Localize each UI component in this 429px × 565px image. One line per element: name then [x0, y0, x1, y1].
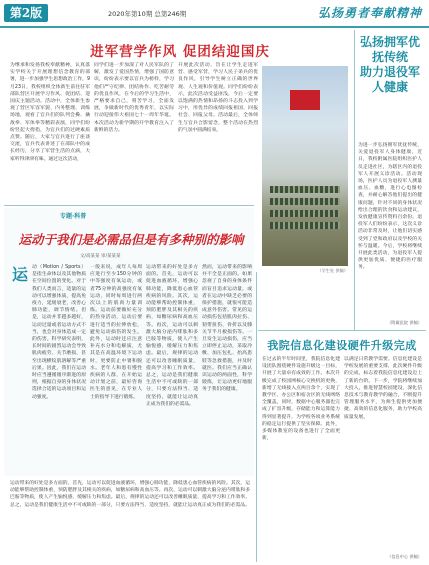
top-headline: 进军营学作风 促团结迎国庆 — [90, 44, 270, 60]
feature-article-title: 运动于我们是必需品但是有多种别的影响 — [18, 232, 244, 247]
it-article-col2: 以满足日常教学需要。信息化建设是学校发展的重要支撑，此次硬件升级的完成，标志着我院信息化建设迈上了新的台阶。下一步，学院将继续加大投入，推进智慧校园建设，深化信息技术与教育教学的融合，不断提升管理服务水平，为师生提供更加便捷、高效的信息化服务，助力学校高质量发展。 — [344, 357, 422, 420]
issue-line: 2020年第10期 总第246期 — [108, 10, 187, 18]
top-article-col1: 为继承和发扬我校奉献精神，认真落实学校关于开展理想信念教育的部署，进一步加强学生思想政治工作，9月23日，我校组织全体新生前往驻军部队营区开展学习作风、促团结、迎国庆主题活动。活动中，全体新生参观了营区军容军貌、内务整理、训练场地，观看了官兵们的队列会操、擒敌拳、军体拳等精彩表演，同学们纷纷竖起大拇指，为官兵们的过硬素质点赞。随后，大家与官兵进行了座谈交流，官兵代表讲述了在部队中的成长经历，分享了军营生活的点滴，大家听得津津有味。通过这次活动， — [10, 63, 90, 162]
side-title-line-1: 弘扬拥军优抚传统 — [359, 35, 420, 64]
drop-cap: 运 — [11, 265, 28, 284]
column-divider — [256, 272, 257, 562]
column-divider — [354, 30, 355, 330]
feature-article-col2: 一般来说，成年人每周应进行至少150分钟的中等强度有氧运动，或者75分钟的高强度有氧运动，同时每周进行两次以上的肌肉力量训练。运动前要做好充分的热身活动，运动后要进行适当的拉伸放松，避免运动损伤的发生。此外，运动时还应注意补充水分和电解质，尤其是在高温环境下运动时，更要防止中暑和脱水。老年人和患有慢性疾病的人群，在开始运动计划之前，最好咨询医生的意见，在专业人士的指导下进行锻炼。 — [90, 265, 142, 400]
feature-article-byline: 文/高某某 审/某某某 — [80, 254, 121, 259]
it-article-sign: （信息中心 供稿） — [387, 554, 422, 559]
soldiers-photo — [262, 66, 348, 266]
page-number-badge: 第2版 — [4, 4, 48, 22]
it-article-title: 我院信息化建设硬件升级完成 — [267, 339, 417, 352]
side-article-sign: （附属医院 供稿） — [387, 320, 422, 325]
section-divider — [258, 330, 426, 331]
masthead-title: 弘扬勇者奉献精神 — [317, 6, 422, 20]
side-article-title — [357, 35, 423, 95]
section-label: 专题·科普 — [60, 213, 87, 220]
side-title-line-2: 助力退役军人健康 — [359, 65, 420, 94]
feature-article-col4: 然而，运动带来的影响并不全是正面的。如果忽视了自身的身体条件而盲目追求运动量，或者在运动中缺乏必要的保护措施，就很可能造成意外伤害。常见的运动损伤包括肌肉拉伤、韧带扭伤、骨折以及膝关节半月板损伤等。一旦发生运动损伤，应当立即停止运动，采取冷敷、加压包扎、抬高患肢等急救措施，并及时就医。我们应当正确认识运动的两面性，科学锻炼，让运动更好地服务于我们的健康。 — [202, 265, 252, 393]
it-article-col1: 在过去的半年时间里，我院信息化建设团队围绕硬件设施升级这一目标，开展了大量卓有成效的工作。本次升级完成了校园网核心交换机的更换，新增了无线接入点两百余个，实现了教学区、办公区和宿舍区的无线网络全覆盖。同时，数据中心服务器也完成了扩容升级，存储能力和运算能力得到显著提升，为学校各项业务系统的稳定运行提供了坚实保障。此外，多媒体教室的设备也进行了全面更新， — [262, 357, 340, 442]
feature-article-continued: 运动带来的好处是多方面的。首先，运动可以促进血液循环，增强心肺功能，降低患心血管疾病的风险。其次，运动能够帮助控制体重，预防肥胖及其相关的疾病，如糖尿病和高血压等。再次，运动可以刺激大脑分泌内啡肽和多巴胺等物质，使人产生愉悦感，缓解压力和焦虑。最后，规律的运动还可以改善睡眠质量，提高学习和工作效率。总之，运动是我们健康生活中不可或缺的一部分，只要方法得当、适度坚持，就能让运动真正成为我们的必需品。 — [10, 481, 250, 508]
top-article-sign: （学生处 供稿） — [317, 268, 348, 273]
feature-article-col1: 动（Motion / Sports）是指生命体以及其他物质在空间位置的变化。对于我们人类而言，适量的运动可以增强体质，提高免疫力，延缓衰老，改善心肺功能，调节情绪。但是，运动并非越多越好，运动过量或者运动方式不当，也会对身体造成一定的伤害。科学研究表明，长时间的剧烈运动会导致肌肉疲劳、关节磨损，甚至出现横纹肌溶解等严重后果。因此，我们在运动时应当遵循循序渐进的原则，根据自身的身体状况选择合适的运动项目和运动强度。 — [32, 265, 86, 400]
side-article-body: 为进一步弘扬拥军优抚传统，关爱退役军人身体健康，近日，我校附属医院组织医护人员走进社区，为辖区内的退役军人开展义诊活动。活动现场，医护人员为退役军人测量血压、血糖，进行心电图检查，并耐心解答他们提出的健康问题，针对不同的身体状况给出合理的饮食和运动建议，发放健康宣传资料百余份。退役军人们纷纷表示，这次义诊活动非常及时，让他们切实感受到了党和政府以及学校的关怀与温暖。今后，学校将继续开展此类活动，为退役军人提供更加优质、便捷的医疗服务。 — [358, 143, 422, 271]
top-article-col3: 开展此次活动，旨在让学生走进军营、感受军营，学习人民子弟兵的优良作风，引导学生树立正确的世界观、人生观和价值观。同学们纷纷表示，此次活动受益匪浅，今后一定要以饱满的热情和昂扬的斗志投入到学习中，用优异的成绩回报祖国、回报社会、回报父母。活动最后，全体师生与官兵合影留念，整个活动在热烈的气氛中圆满结束。 — [178, 63, 258, 133]
feature-article-col3: 运动带来的好处是多方面的。首先，运动可以促进血液循环，增强心肺功能，降低患心血管疾病的风险。其次，运动能够帮助控制体重，预防肥胖及其相关的疾病，如糖尿病和高血压等。再次，运动可以刺激大脑分泌内啡肽和多巴胺等物质，使人产生愉悦感，缓解压力和焦虑。最后，规律的运动还可以改善睡眠质量，提高学习和工作效率。总之，运动是我们健康生活中不可或缺的一部分，只要方法得当、适度坚持，就能让运动真正成为我们的必需品。 — [146, 265, 198, 407]
top-article-col2: 同学们进一步加深了对人民军队的了解，激发了爱国热情，增强了国防意识，纷纷表示要以官兵为榜样，学习他们严守纪律、团结协作、吃苦耐劳的优良作风，在今后的学习生活中，严格要求自己，刻苦学习，全面发展，争做新时代的优秀青年，以实际行动迎接伟大祖国七十一周年华诞。本次活动为新学期的开学教育注入了新鲜的活力。 — [94, 63, 174, 133]
section-divider — [4, 205, 254, 206]
